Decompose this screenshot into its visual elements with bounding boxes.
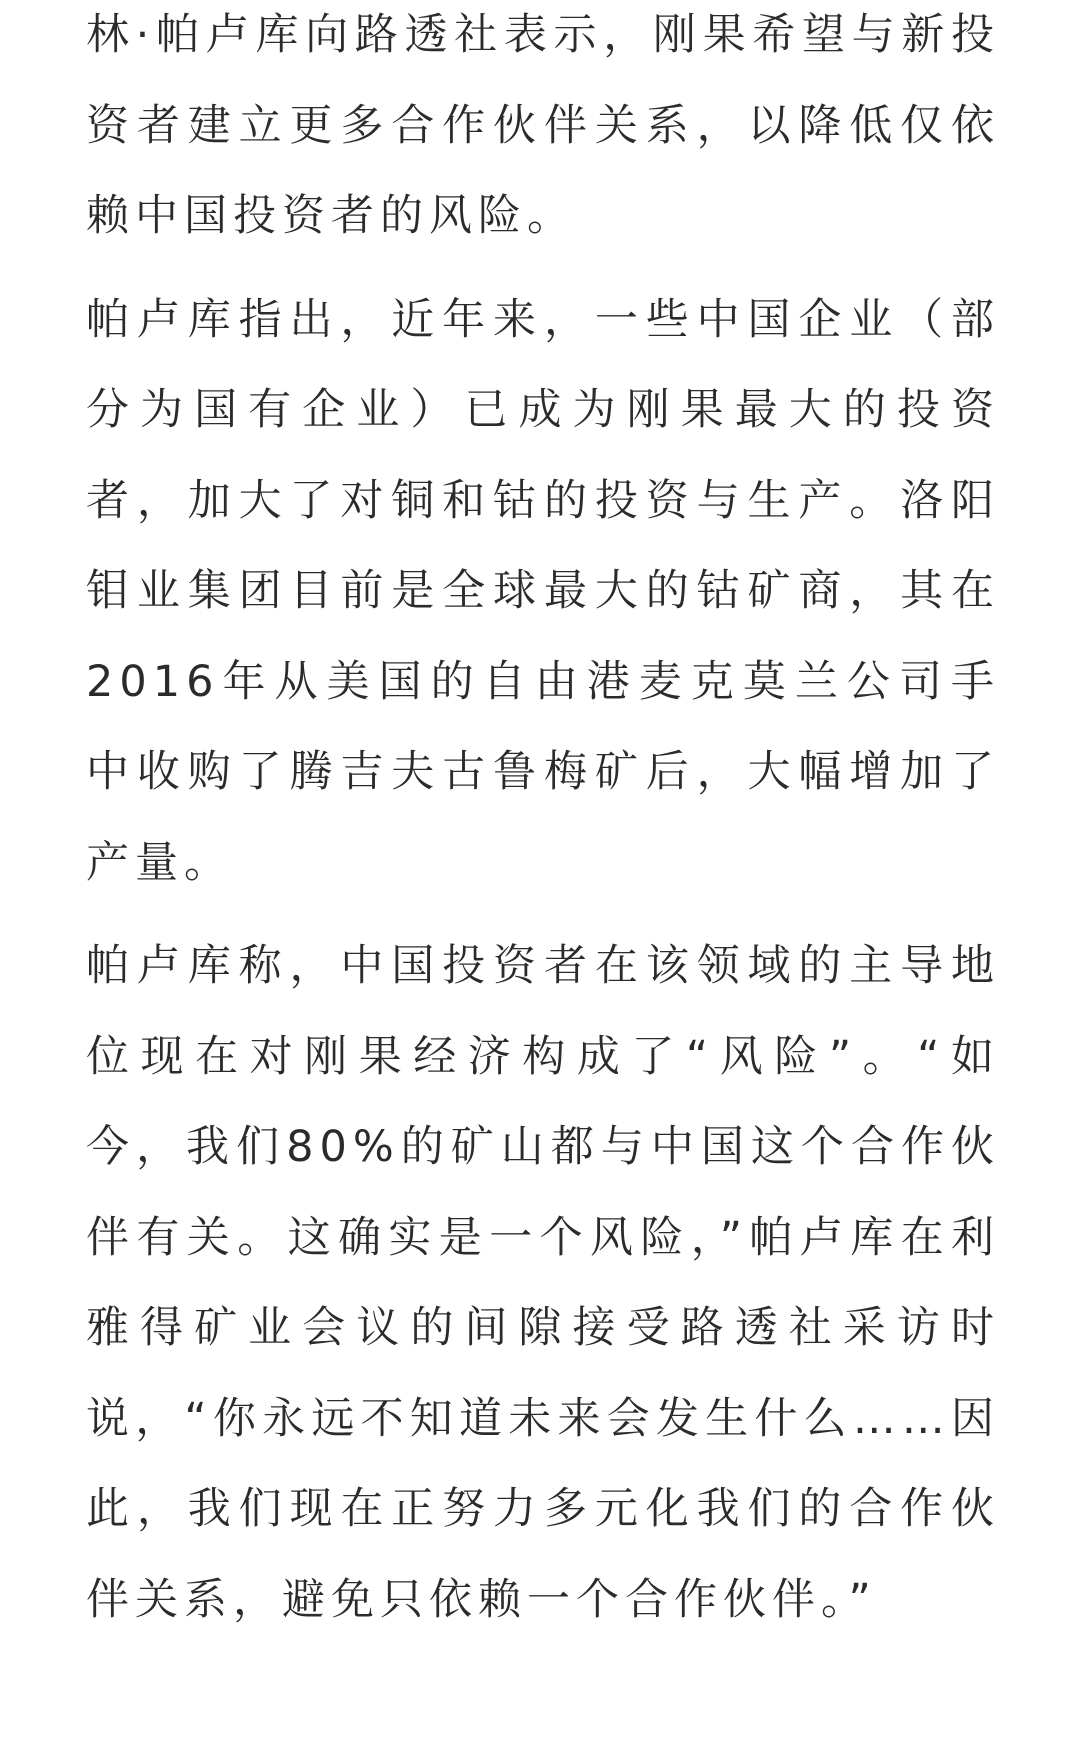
paragraph-1: 林·帕卢库向路透社表示，刚果希望与新投资者建立更多合作伙伴关系，以降低仅依赖中国投资者的风险。 (86, 10, 1000, 241)
article-body (86, 0, 1000, 1658)
paragraph-3: 帕卢库称，中国投资者在该领域的主导地位现在对刚果经济构成了“风险”。“如今，我们80%的矿山都与中国这个合作伙伴有关。这确实是一个风险，”帕卢库在利雅得矿业会议的间隙接受路透社采访时说，“你永远不知道未来会发生什么……因此，我们现在正努力多元化我们的合作伙伴关系，避免只依赖一个合作伙伴。” (86, 941, 1000, 1625)
paragraph-2: 帕卢库指出，近年来，一些中国企业（部分为国有企业）已成为刚果最大的投资者，加大了对铜和钴的投资与生产。洛阳钼业集团目前是全球最大的钴矿商，其在2016年从美国的自由港麦克莫兰公司手中收购了腾吉夫古鲁梅矿后，大幅增加了产量。 (86, 294, 1000, 888)
